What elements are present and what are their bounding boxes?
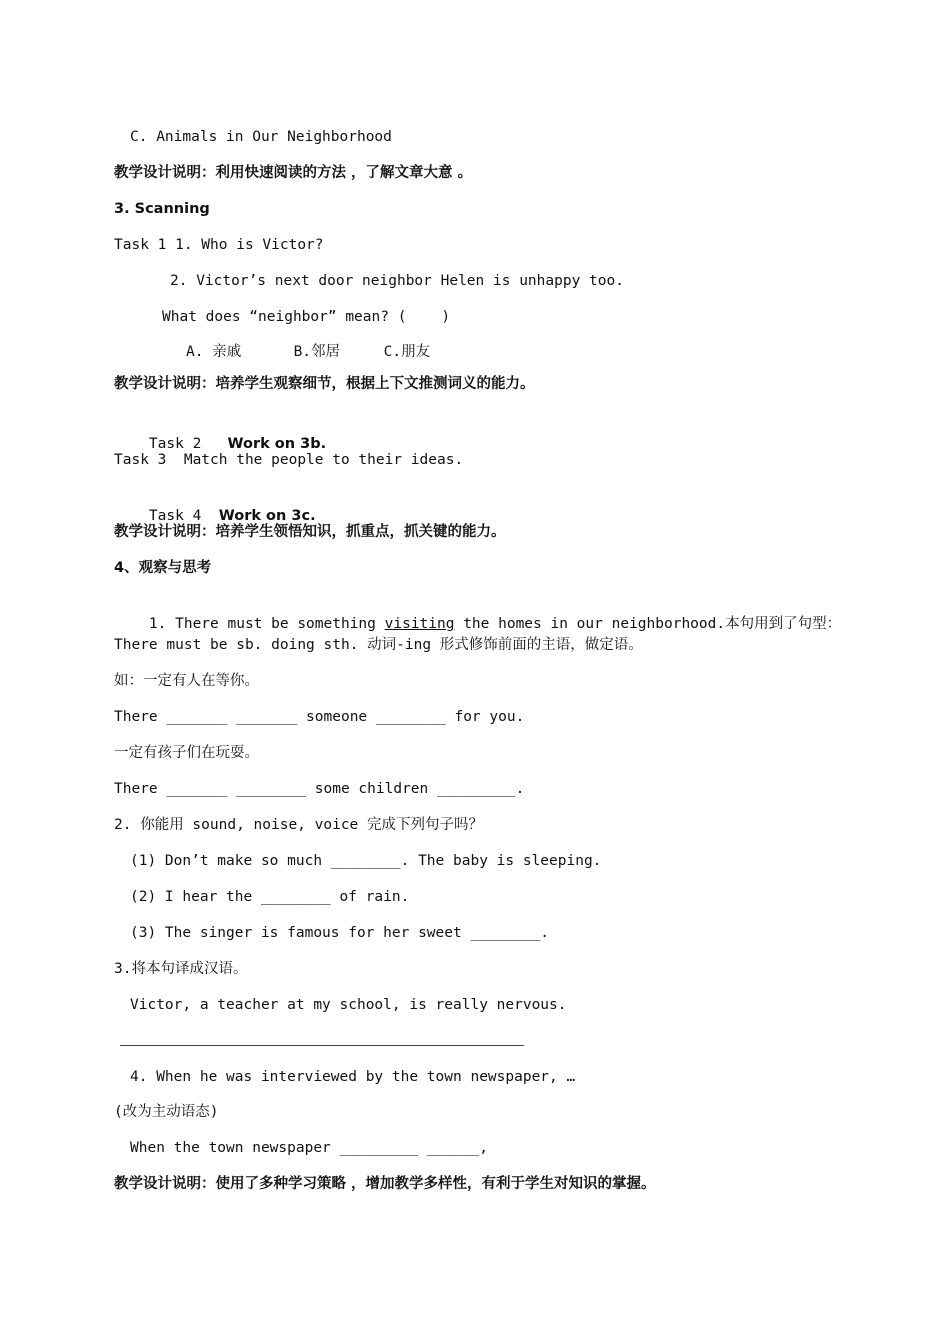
task-2-label: Task 2 xyxy=(148,436,228,452)
question-4-fill: When the town newspaper _________ ______, xyxy=(130,1140,488,1156)
underlined-word-visiting: visiting xyxy=(384,616,455,632)
question-2-heading: 2. 你能用 sound, noise, voice 完成下列句子吗？ xyxy=(114,817,484,833)
neighbor-question: What does “neighbor” mean? ( ) xyxy=(162,309,451,325)
sentence-pattern: There must be sb. doing sth. 动词-ing 形式修饰前面的主语，做定语。 xyxy=(114,637,643,653)
fill-blank-1: There _______ _______ someone ________ for you. xyxy=(114,709,525,725)
answer-line xyxy=(120,1045,524,1046)
question-4-instruction: (改为主动语态) xyxy=(114,1104,219,1120)
example-cn-2: 一定有孩子们在玩耍。 xyxy=(114,745,259,761)
task-3-line: Task 3 Match the people to their ideas. xyxy=(114,452,464,468)
design-note-3: 教学设计说明：培养学生领悟知识，抓重点，抓关键的能力。 xyxy=(114,524,506,540)
option-c-line: C. Animals in Our Neighborhood xyxy=(130,129,392,145)
question-4-sentence: 4. When he was interviewed by the town newspaper, … xyxy=(130,1069,576,1085)
task-1-question-2: 2. Victor’s next door neighbor Helen is unhappy too. xyxy=(170,273,624,289)
sentence-part-a: 1. There must be something xyxy=(148,616,385,632)
task-2-instruction: Work on 3b. xyxy=(227,436,327,452)
neighbor-options: A. 亲戚 B.邻居 C.朋友 xyxy=(186,344,431,360)
question-2-item-2: (2) I hear the ________ of rain. xyxy=(130,889,410,905)
design-note-2: 教学设计说明：培养学生观察细节，根据上下文推测词义的能力。 xyxy=(114,376,535,392)
question-3-sentence: Victor, a teacher at my school, is really nervous. xyxy=(130,997,567,1013)
question-2-item-3: (3) The singer is famous for her sweet ________. xyxy=(130,925,550,941)
sentence-part-c: the homes in our neighborhood.本句用到了句型： xyxy=(454,616,842,632)
section-heading-observe: 4、观察与思考 xyxy=(114,560,212,576)
design-note-4: 教学设计说明：使用了多种学习策略 ，增加教学多样性，有利于学生对知识的掌握。 xyxy=(114,1176,656,1192)
fill-blank-2: There _______ ________ some children _________. xyxy=(114,781,525,797)
design-note-1: 教学设计说明：利用快速阅读的方法 ，了解文章大意 。 xyxy=(114,165,473,181)
task-1-question-1: Task 1 1. Who is Victor? xyxy=(114,237,324,253)
question-3-heading: 3.将本句译成汉语。 xyxy=(114,961,248,977)
section-heading-scanning: 3. Scanning xyxy=(114,201,210,217)
question-2-item-1: (1) Don’t make so much ________. The baby is sleeping. xyxy=(130,853,602,869)
task-4-label: Task 4 xyxy=(148,508,219,524)
example-cn-1: 如：一定有人在等你。 xyxy=(114,673,259,689)
task-4-instruction: Work on 3c. xyxy=(218,508,316,524)
